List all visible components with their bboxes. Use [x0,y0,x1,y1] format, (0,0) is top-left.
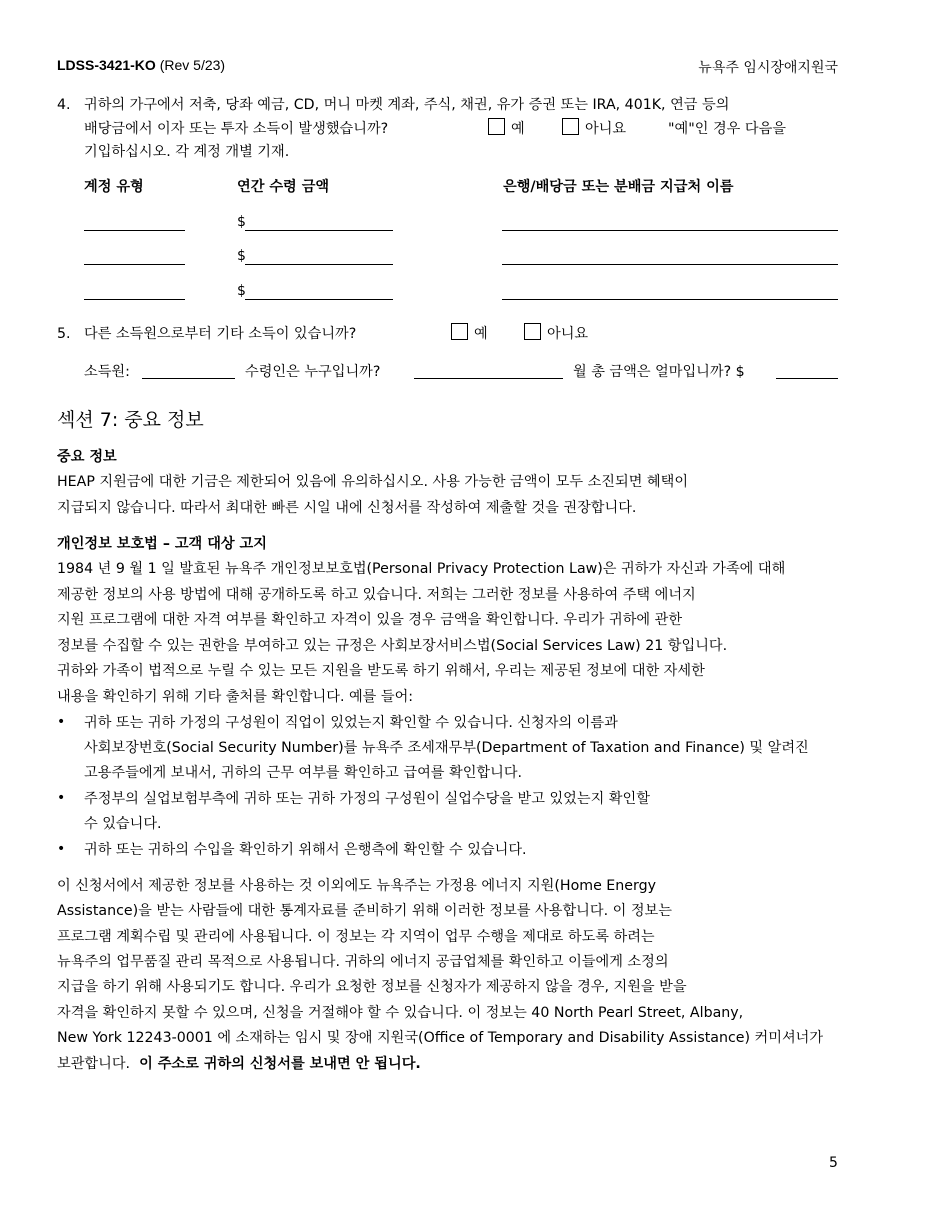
payer-field-1[interactable] [502,230,838,231]
form-code: LDSS-3421-KO [57,57,156,73]
q5-no-label: 아니요 [547,326,589,342]
privacy-line: 제공한 정보의 사용 방법에 대해 공개하도록 하고 있습니다. 저희는 그러한 정보를 사용하여 주택 에너지 [57,587,696,603]
q4-if-yes: "예"인 경우 다음을 [668,121,787,137]
privacy-line: 귀하와 가족이 법적으로 누릴 수 있는 모든 지원을 받도록 하기 위해서, 우리는 제공된 정보에 대한 자세한 [57,663,705,679]
q4-no-checkbox[interactable] [562,118,579,135]
bullet-1-line: 귀하 또는 귀하 가정의 구성원이 직업이 있었는지 확인할 수 있습니다. 신청자의 이름과 [84,715,618,731]
recipient-field[interactable] [414,378,563,379]
closing-line: Assistance)을 받는 사람들에 대한 통계자료를 준비하기 위해 이러한 정보를 사용합니다. 이 정보는 [57,903,672,919]
q4-yes-checkbox[interactable] [488,118,505,135]
q4-no-label: 아니요 [585,121,627,137]
privacy-heading: 개인정보 보호법 – 고객 대상 고지 [57,536,267,552]
q5-question: 다른 소득원으로부터 기타 소득이 있습니까? [84,326,357,342]
amount-field-3[interactable] [245,299,393,300]
dollar-sign: $ [237,283,246,299]
q5-yes-checkbox[interactable] [451,323,468,340]
closing-line: New York 12243-0001 에 소재하는 임시 및 장애 지원국(Office of Temporary and Disability Assistance) 커미셔너가 [57,1030,824,1046]
q4-yes-option[interactable] [488,117,525,141]
privacy-line: 1984 년 9 월 1 일 발효된 뉴욕주 개인정보보호법(Personal Privacy Protection Law)은 귀하가 자신과 가족에 대해 [57,561,786,577]
bullet-1-line: 사회보장번호(Social Security Number)를 뉴욕주 조세재무부(Department of Taxation and Finance) 및 알려진 [84,740,809,756]
q5-no-option[interactable] [524,322,588,346]
col-annual-amount: 연간 수령 금액 [237,179,330,195]
q4-no-option[interactable] [562,117,626,141]
q4-yes-label: 예 [511,121,525,137]
bullet-icon: • [57,714,66,730]
page-number: 5 [829,1155,838,1171]
q5-number: 5. [57,326,71,342]
agency-name: 뉴욕주 임시장애지원국 [698,60,838,76]
bullet-icon: • [57,841,66,857]
bullet-3-line: 귀하 또는 귀하의 수입을 확인하기 위해서 은행측에 확인할 수 있습니다. [84,842,527,858]
q5-yes-label: 예 [474,326,488,342]
q5-no-checkbox[interactable] [524,323,541,340]
col-payer-name: 은행/배당금 또는 분배금 지급처 이름 [503,179,734,195]
amount-field-2[interactable] [245,264,393,265]
closing-last-line [57,1052,421,1076]
income-source-field[interactable] [142,378,235,379]
account-type-field-2[interactable] [84,264,185,265]
payer-field-2[interactable] [502,264,838,265]
bullet-2-line: 주정부의 실업보험부측에 귀하 또는 귀하 가정의 구성원이 실업수당을 받고 있었는지 확인할 [84,791,650,807]
closing-line: 자격을 확인하지 못할 수 있으며, 신청을 거절해야 할 수 있습니다. 이 정보는 40 North Pearl Street, Albany, [57,1005,744,1021]
monthly-total-label: 월 총 금액은 얼마입니까? $ [573,364,745,380]
privacy-line: 내용을 확인하기 위해 기타 출처를 확인합니다. 예를 들어: [57,689,414,705]
privacy-line: 정보를 수집할 수 있는 권한을 부여하고 있는 규정은 사회보장서비스법(Social Services Law) 21 항입니다. [57,638,728,654]
income-source-label: 소득원: [84,364,130,380]
q4-line3: 기입하십시오. 각 계정 개별 기재. [84,144,290,160]
monthly-total-field[interactable] [776,378,838,379]
closing-last-bold: 이 주소로 귀하의 신청서를 보내면 안 됩니다. [139,1056,421,1072]
bullet-1-line: 고용주들에게 보내서, 귀하의 근무 여부를 확인하고 급여를 확인합니다. [84,765,523,781]
closing-line: 지급을 하기 위해 사용되기도 합니다. 우리가 요청한 정보를 신청자가 제공하지 않을 경우, 지원을 받을 [57,979,687,995]
section-7-title: 섹션 7: 중요 정보 [57,409,204,431]
col-account-type: 계정 유형 [84,179,144,195]
important-heading: 중요 정보 [57,449,117,465]
dollar-sign: $ [237,248,246,264]
q4-line2: 배당금에서 이자 또는 투자 소득이 발생했습니까? [84,121,389,137]
recipient-label: 수령인은 누구입니까? [245,364,381,380]
privacy-line: 지원 프로그램에 대한 자격 여부를 확인하고 자격이 있을 경우 금액을 확인합니다. 우리가 귀하에 관한 [57,612,683,628]
account-type-field-1[interactable] [84,230,185,231]
dollar-sign: $ [237,214,246,230]
bullet-icon: • [57,790,66,806]
q4-line1: 귀하의 가구에서 저축, 당좌 예금, CD, 머니 마켓 계좌, 주식, 채권, 유가 증권 또는 IRA, 401K, 연금 등의 [84,97,730,113]
account-type-field-3[interactable] [84,299,185,300]
closing-line: 프로그램 계획수립 및 관리에 사용됩니다. 이 정보는 각 지역이 업무 수행을 제대로 하도록 하려는 [57,929,655,945]
closing-line: 뉴욕주의 업무품질 관리 목적으로 사용됩니다. 귀하의 에너지 공급업체를 확인하고 이들에게 소정의 [57,954,669,970]
important-line: 지급되지 않습니다. 따라서 최대한 빠른 시일 내에 신청서를 작성하여 제출할 것을 권장합니다. [57,500,637,516]
important-line: HEAP 지원금에 대한 기금은 제한되어 있음에 유의하십시오. 사용 가능한 금액이 모두 소진되면 혜택이 [57,474,689,490]
q4-number: 4. [57,97,71,113]
q5-yes-option[interactable] [451,322,488,346]
form-id [57,57,225,73]
closing-line: 이 신청서에서 제공한 정보를 사용하는 것 이외에도 뉴욕주는 가정용 에너지 지원(Home Energy [57,878,656,894]
form-revision: (Rev 5/23) [159,57,226,73]
payer-field-3[interactable] [502,299,838,300]
bullet-2-line: 수 있습니다. [84,816,162,832]
closing-last-normal: 보관합니다. [57,1056,131,1072]
amount-field-1[interactable] [245,230,393,231]
